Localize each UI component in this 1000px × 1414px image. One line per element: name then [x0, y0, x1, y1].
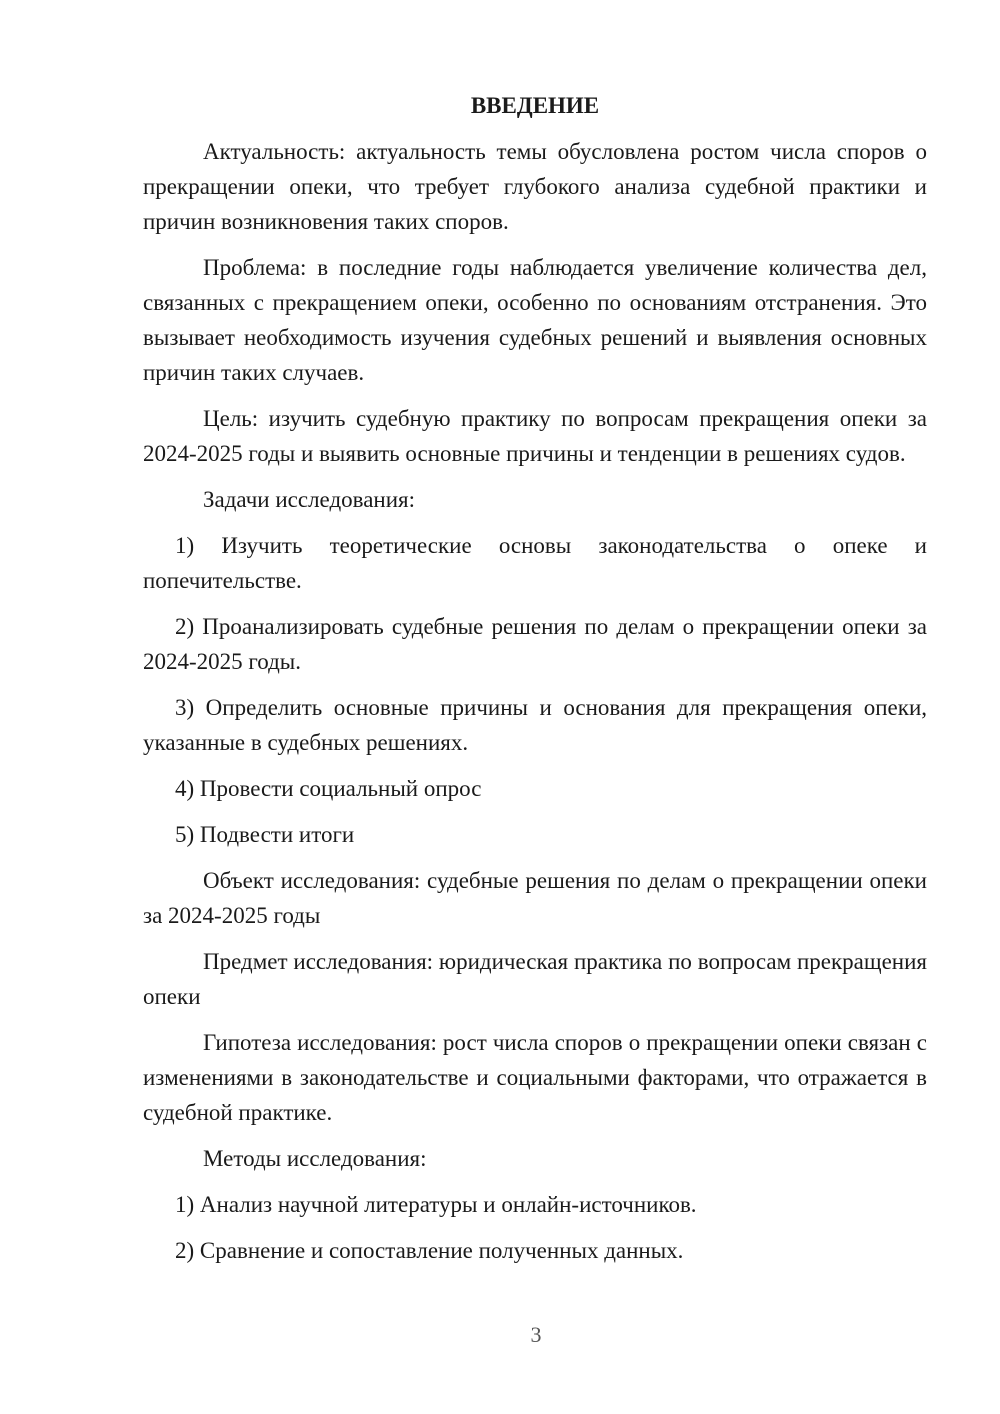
- object-paragraph: Объект исследования: судебные решения по делам о прекращении опеки за 2024-2025 годы: [143, 868, 927, 928]
- task-item-1: 1) Изучить теоретические основы законодательства о опеке и попечительстве.: [143, 533, 927, 593]
- method-item-2: 2) Сравнение и сопоставление полученных данных.: [175, 1238, 684, 1263]
- goal-paragraph: Цель: изучить судебную практику по вопросам прекращения опеки за 2024-2025 годы и выявить основные причины и тенденции в решениях судов.: [143, 406, 927, 466]
- hypothesis-paragraph: Гипотеза исследования: рост числа споров о прекращении опеки связан с изменениями в законодательстве и социальными факторами, что отражается в судебной практике.: [143, 1030, 927, 1125]
- relevance-paragraph: Актуальность: актуальность темы обусловлена ростом числа споров о прекращении опеки, что требует глубокого анализа судебной практики и причин возникновения таких споров.: [143, 139, 927, 234]
- task-item-2: 2) Проанализировать судебные решения по делам о прекращении опеки за 2024-2025 годы.: [143, 614, 927, 674]
- task-item-4: 4) Провести социальный опрос: [175, 776, 482, 801]
- tasks-heading: Задачи исследования:: [203, 487, 416, 512]
- methods-heading: Методы исследования:: [203, 1146, 427, 1171]
- task-item-3: 3) Определить основные причины и основания для прекращения опеки, указанные в судебных решениях.: [143, 695, 927, 755]
- problem-paragraph: Проблема: в последние годы наблюдается увеличение количества дел, связанных с прекращением опеки, особенно по основаниям отстранения. Это вызывает необходимость изучения судебных решений и выявления основных причин таких случаев.: [143, 255, 927, 385]
- subject-paragraph: Предмет исследования: юридическая практика по вопросам прекращения опеки: [143, 949, 927, 1009]
- method-item-1: 1) Анализ научной литературы и онлайн-источников.: [175, 1192, 697, 1217]
- page-number: 3: [530, 1322, 542, 1347]
- document-body: [143, 88, 927, 1279]
- task-item-5: 5) Подвести итоги: [175, 822, 355, 847]
- section-title: ВВЕДЕНИЕ: [470, 93, 600, 118]
